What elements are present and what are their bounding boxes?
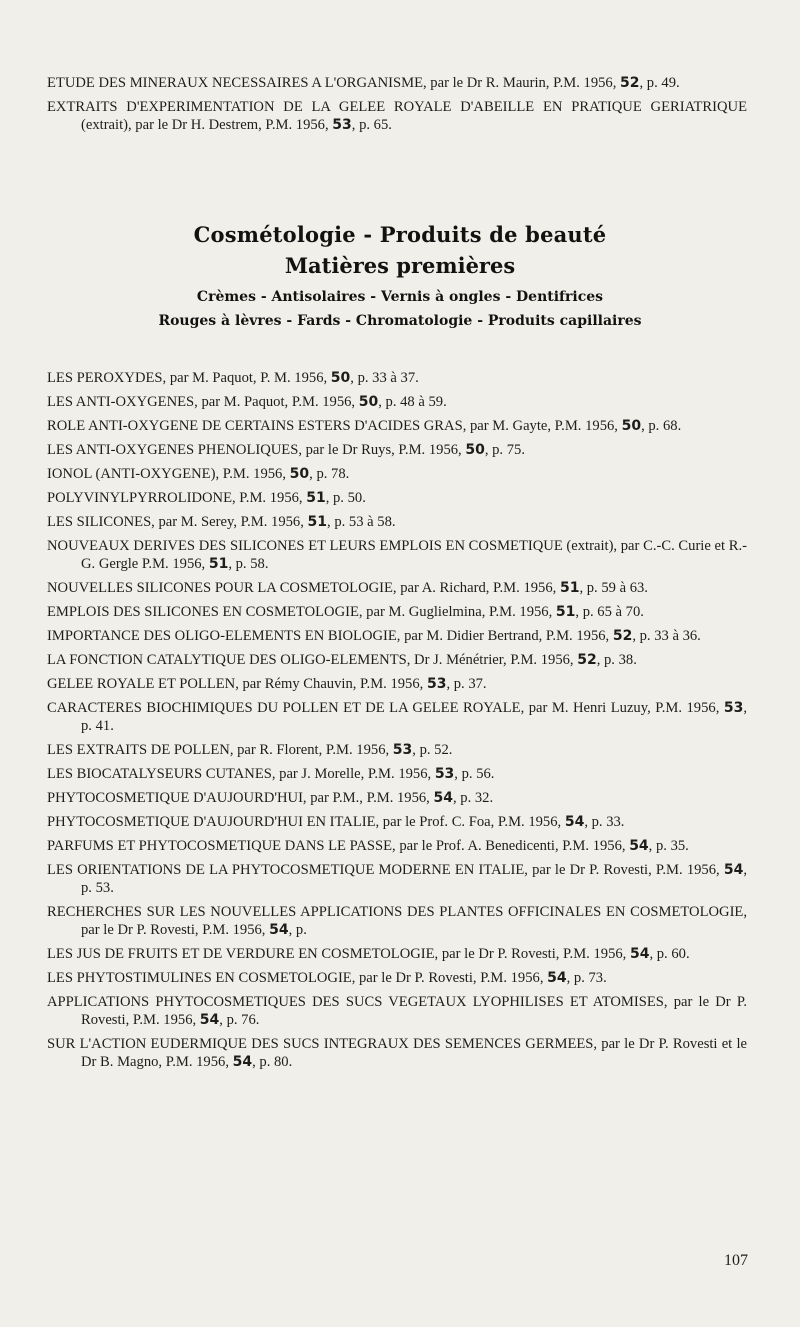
- volume-number: 52: [577, 652, 597, 668]
- volume-number: 52: [612, 628, 633, 644]
- volume-number: 53: [426, 676, 447, 692]
- volume-number: 50: [621, 418, 642, 434]
- page-number: 107: [724, 1252, 748, 1269]
- bibliography-entry: EXTRAITS D'EXPERIMENTATION DE LA GELEE ROYALE D'ABEILLE EN PRATIQUE GERIATRIQUE (extrait), par le Dr H. Destrem, P.M. 1956, 53, p. 65.: [47, 99, 747, 133]
- bibliography-entry: PHYTOCOSMETIQUE D'AUJOURD'HUI EN ITALIE, par le Prof. C. Foa, P.M. 1956, 54, p. 33.: [47, 814, 625, 830]
- bibliography-entry: IONOL (ANTI-OXYGENE), P.M. 1956, 50, p. 78.: [47, 466, 350, 482]
- bibliography-entry: LES JUS DE FRUITS ET DE VERDURE EN COSMETOLOGIE, par le Dr P. Rovesti, P.M. 1956, 54, p. 60.: [47, 946, 690, 962]
- volume-number: 54: [269, 922, 289, 938]
- bibliography-entry: NOUVELLES SILICONES POUR LA COSMETOLOGIE, par A. Richard, P.M. 1956, 51, p. 59 à 63.: [47, 580, 648, 596]
- volume-number: 54: [629, 838, 649, 854]
- volume-number: 51: [306, 490, 326, 506]
- section-topics-line-2: Rouges à lèvres - Fards - Chromatologie - Produits capillaires: [158, 313, 642, 329]
- volume-number: 51: [559, 580, 580, 596]
- volume-number: 50: [289, 466, 310, 482]
- bibliography-entry: CARACTERES BIOCHIMIQUES DU POLLEN ET DE LA GELEE ROYALE, par M. Henri Luzuy, P.M. 1956, 53, p. 41.: [47, 700, 747, 734]
- volume-number: 51: [555, 604, 576, 620]
- section-subtitle: Matières premières: [284, 253, 516, 278]
- bibliography-entry: ROLE ANTI-OXYGENE DE CERTAINS ESTERS D'ACIDES GRAS, par M. Gayte, P.M. 1956, 50, p. 68.: [47, 418, 682, 434]
- volume-number: 50: [465, 442, 485, 458]
- volume-number: 54: [629, 946, 650, 962]
- volume-number: 50: [330, 370, 351, 386]
- bibliography-entry: LES ANTI-OXYGENES, par M. Paquot, P.M. 1956, 50, p. 48 à 59.: [47, 394, 447, 410]
- volume-number: 54: [199, 1012, 220, 1028]
- volume-number: 53: [332, 117, 352, 133]
- bibliography-entry: APPLICATIONS PHYTOCOSMETIQUES DES SUCS VEGETAUX LYOPHILISES ET ATOMISES, par le Dr P. Rovesti, P.M. 1956, 54, p. 76.: [47, 994, 747, 1028]
- volume-number: 53: [392, 742, 413, 758]
- volume-number: 52: [620, 75, 640, 91]
- bibliography-entry: EMPLOIS DES SILICONES EN COSMETOLOGIE, par M. Guglielmina, P.M. 1956, 51, p. 65 à 70.: [47, 604, 644, 620]
- bibliography-entry: LES PEROXYDES, par M. Paquot, P. M. 1956, 50, p. 33 à 37.: [47, 370, 419, 386]
- volume-number: 51: [208, 556, 229, 572]
- volume-number: 54: [723, 862, 744, 878]
- volume-number: 54: [547, 970, 567, 986]
- volume-number: 53: [434, 766, 455, 782]
- bibliography-entry: NOUVEAUX DERIVES DES SILICONES ET LEURS EMPLOIS EN COSMETIQUE (extrait), par C.-C. Curie et R.-G. Gergle P.M. 1956, 51, p. 58.: [47, 538, 747, 572]
- bibliography-entry: LES BIOCATALYSEURS CUTANES, par J. Morelle, P.M. 1956, 53, p. 56.: [47, 766, 495, 782]
- bibliography-entry: ETUDE DES MINERAUX NECESSAIRES A L'ORGANISME, par le Dr R. Maurin, P.M. 1956, 52, p. 49.: [47, 75, 680, 91]
- volume-number: 53: [723, 700, 744, 716]
- bibliography-entry: PHYTOCOSMETIQUE D'AUJOURD'HUI, par P.M., P.M. 1956, 54, p. 32.: [47, 790, 494, 806]
- bibliography-entry: POLYVINYLPYRROLIDONE, P.M. 1956, 51, p. 50.: [47, 490, 366, 506]
- volume-number: 54: [232, 1054, 253, 1070]
- bibliography-entry: LES ANTI-OXYGENES PHENOLIQUES, par le Dr Ruys, P.M. 1956, 50, p. 75.: [47, 442, 525, 458]
- bibliography-entry: LES SILICONES, par M. Serey, P.M. 1956, 51, p. 53 à 58.: [47, 514, 396, 530]
- bibliography-entry: IMPORTANCE DES OLIGO-ELEMENTS EN BIOLOGIE, par M. Didier Bertrand, P.M. 1956, 52, p. 33 à 36.: [47, 628, 701, 644]
- bibliography-entry: SUR L'ACTION EUDERMIQUE DES SUCS INTEGRAUX DES SEMENCES GERMEES, par le Dr P. Rovesti et le Dr B. Magno, P.M. 1956, 54, p. 80.: [47, 1036, 747, 1070]
- bibliography-entry: RECHERCHES SUR LES NOUVELLES APPLICATIONS DES PLANTES OFFICINALES EN COSMETOLOGIE, par le Dr P. Rovesti, P.M. 1956, 54, p.: [47, 904, 747, 938]
- bibliography-list: [47, 369, 747, 1077]
- bibliography-entry: LES PHYTOSTIMULINES EN COSMETOLOGIE, par le Dr P. Rovesti, P.M. 1956, 54, p. 73.: [47, 970, 607, 986]
- volume-number: 54: [564, 814, 585, 830]
- bibliography-entry: LES ORIENTATIONS DE LA PHYTOCOSMETIQUE MODERNE EN ITALIE, par le Dr P. Rovesti, P.M. 1956, 54, p. 53.: [47, 862, 747, 896]
- section-title: Cosmétologie - Produits de beauté: [193, 222, 607, 247]
- bibliography-entry: GELEE ROYALE ET POLLEN, par Rémy Chauvin, P.M. 1956, 53, p. 37.: [47, 676, 487, 692]
- volume-number: 50: [358, 394, 379, 410]
- volume-number: 51: [307, 514, 328, 530]
- bibliography-entry: LES EXTRAITS DE POLLEN, par R. Florent, P.M. 1956, 53, p. 52.: [47, 742, 453, 758]
- bibliography-entry: PARFUMS ET PHYTOCOSMETIQUE DANS LE PASSE, par le Prof. A. Benedicenti, P.M. 1956, 54, p. 35.: [47, 838, 689, 854]
- bibliography-entry: LA FONCTION CATALYTIQUE DES OLIGO-ELEMENTS, Dr J. Ménétrier, P.M. 1956, 52, p. 38.: [47, 652, 637, 668]
- section-topics-line-1: Crèmes - Antisolaires - Vernis à ongles - Dentifrices: [196, 289, 604, 305]
- volume-number: 54: [433, 790, 453, 806]
- top-entries: [47, 74, 747, 140]
